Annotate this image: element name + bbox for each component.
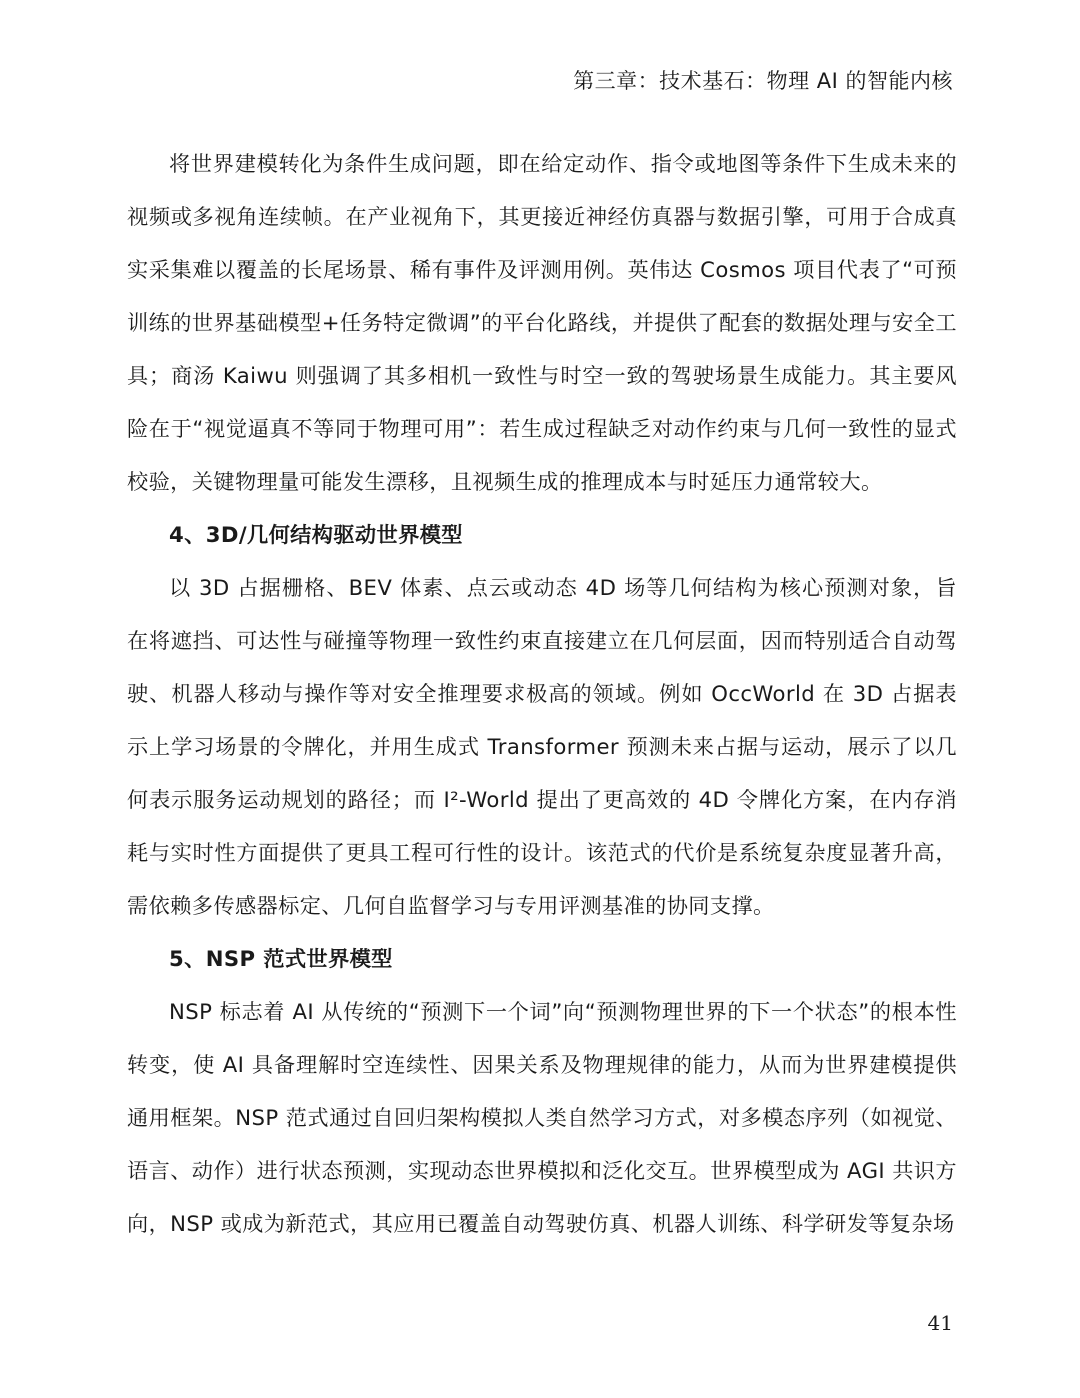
running-header: 第三章：技术基石：物理 AI 的智能内核	[573, 69, 953, 93]
section-heading-3d-geometry: 4、3D/几何结构驱动世界模型	[169, 522, 463, 547]
paragraph-generative-world-model: 将世界建模转化为条件生成问题，即在给定动作、指令或地图等条件下生成未来的视频或多视角连续帧。在产业视角下，其更接近神经仿真器与数据引擎，可用于合成真实采集难以覆盖的长尾场景、稀有事件及评测用例。英伟达 Cosmos 项目代表了“可预训练的世界基础模型+任务特定微调”的平台化路线，并提供了配套的数据处理与安全工具；商汤 Kaiwu 则强调了其多相机一致性与时空一致的驾驶场景生成能力。其主要风险在于“视觉逼真不等同于物理可用”：若生成过程缺乏对动作约束与几何一致性的显式校验，关键物理量可能发生漂移，且视频生成的推理成本与时延压力通常较大。	[127, 151, 957, 494]
section-heading-nsp: 5、NSP 范式世界模型	[169, 946, 393, 971]
paragraph-nsp: NSP 标志着 AI 从传统的“预测下一个词”向“预测物理世界的下一个状态”的根本性转变，使 AI 具备理解时空连续性、因果关系及物理规律的能力，从而为世界建模提供通用框架。NSP 范式通过自回归架构模拟人类自然学习方式，对多模态序列（如视觉、语言、动作）进行状态预测，实现动态世界模拟和泛化交互。世界模型成为 AGI 共识方向，NSP 或成为新范式，其应用已覆盖自动驾驶仿真、机器人训练、科学研发等复杂场	[127, 999, 957, 1236]
body-text	[127, 137, 957, 1250]
page-number: 41	[927, 1311, 953, 1335]
paragraph-3d-geometry: 以 3D 占据栅格、BEV 体素、点云或动态 4D 场等几何结构为核心预测对象，旨在将遮挡、可达性与碰撞等物理一致性约束直接建立在几何层面，因而特别适合自动驾驶、机器人移动与操作等对安全推理要求极高的领域。例如 OccWorld 在 3D 占据表示上学习场景的令牌化，并用生成式 Transformer 预测未来占据与运动，展示了以几何表示服务运动规划的路径；而 I²-World 提出了更高效的 4D 令牌化方案，在内存消耗与实时性方面提供了更具工程可行性的设计。该范式的代价是系统复杂度显著升高，需依赖多传感器标定、几何自监督学习与专用评测基准的协同支撑。	[127, 575, 957, 918]
